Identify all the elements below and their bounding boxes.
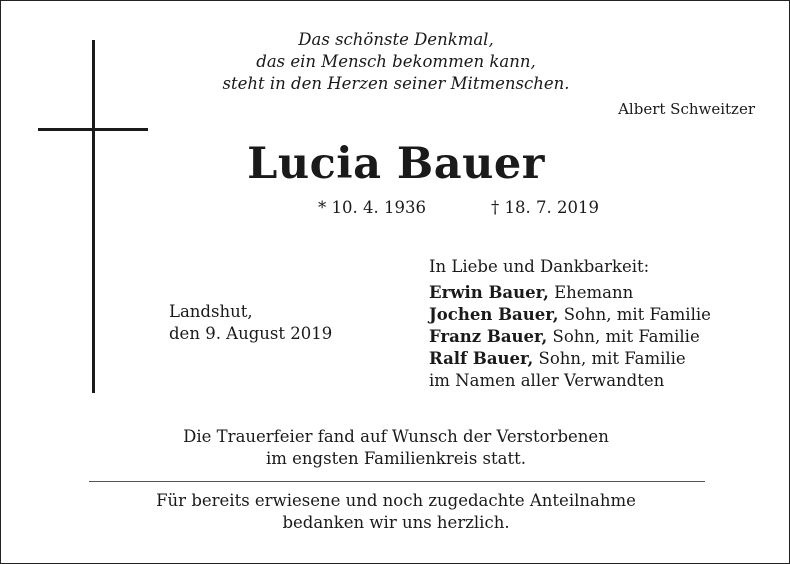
deceased-name: Lucia Bauer [247, 139, 545, 189]
birth-date: * 10. 4. 1936 [318, 198, 426, 217]
funeral-note-line: im engsten Familienkreis statt. [266, 449, 526, 468]
mourner-row [429, 326, 711, 348]
quote-line: steht in den Herzen seiner Mitmenschen. [222, 74, 570, 93]
mourner-relation: Sohn, mit Familie [558, 305, 711, 324]
mourner-relation: Sohn, mit Familie [547, 327, 700, 346]
thanks-note-line: Für bereits erwiesene und noch zugedachte Anteilnahme [156, 491, 636, 510]
cross-horizontal-bar [38, 128, 148, 131]
mourner-relation: Sohn, mit Familie [533, 349, 686, 368]
cross-vertical-bar [92, 40, 95, 393]
mourner-name: Erwin Bauer, [429, 283, 549, 302]
mourner-name: Jochen Bauer, [429, 305, 559, 324]
quote-line: Das schönste Denkmal, [298, 30, 494, 49]
place: Landshut, [169, 302, 253, 321]
death-date: † 18. 7. 2019 [491, 198, 599, 217]
date: den 9. August 2019 [169, 324, 333, 343]
mourner-row [429, 304, 711, 326]
mourners-intro: In Liebe und Dankbarkeit: [429, 257, 650, 276]
mourner-row [429, 282, 711, 304]
mourner-relation: Ehemann [548, 283, 634, 302]
quote [201, 29, 591, 95]
divider [89, 481, 705, 482]
mourner-name: Ralf Bauer, [429, 349, 534, 368]
funeral-note-line: Die Trauerfeier fand auf Wunsch der Verstorbenen [183, 427, 609, 446]
quote-author: Albert Schweitzer [618, 100, 755, 118]
place-and-date [169, 301, 332, 345]
mourners-closing: im Namen aller Verwandten [429, 371, 665, 390]
funeral-note [1, 426, 790, 470]
mourner-row [429, 348, 711, 370]
quote-line: das ein Mensch bekommen kann, [256, 52, 536, 71]
thanks-note-line: bedanken wir uns herzlich. [282, 513, 510, 532]
thanks-note [1, 490, 790, 534]
mourners-block [429, 256, 711, 392]
mourner-name: Franz Bauer, [429, 327, 548, 346]
